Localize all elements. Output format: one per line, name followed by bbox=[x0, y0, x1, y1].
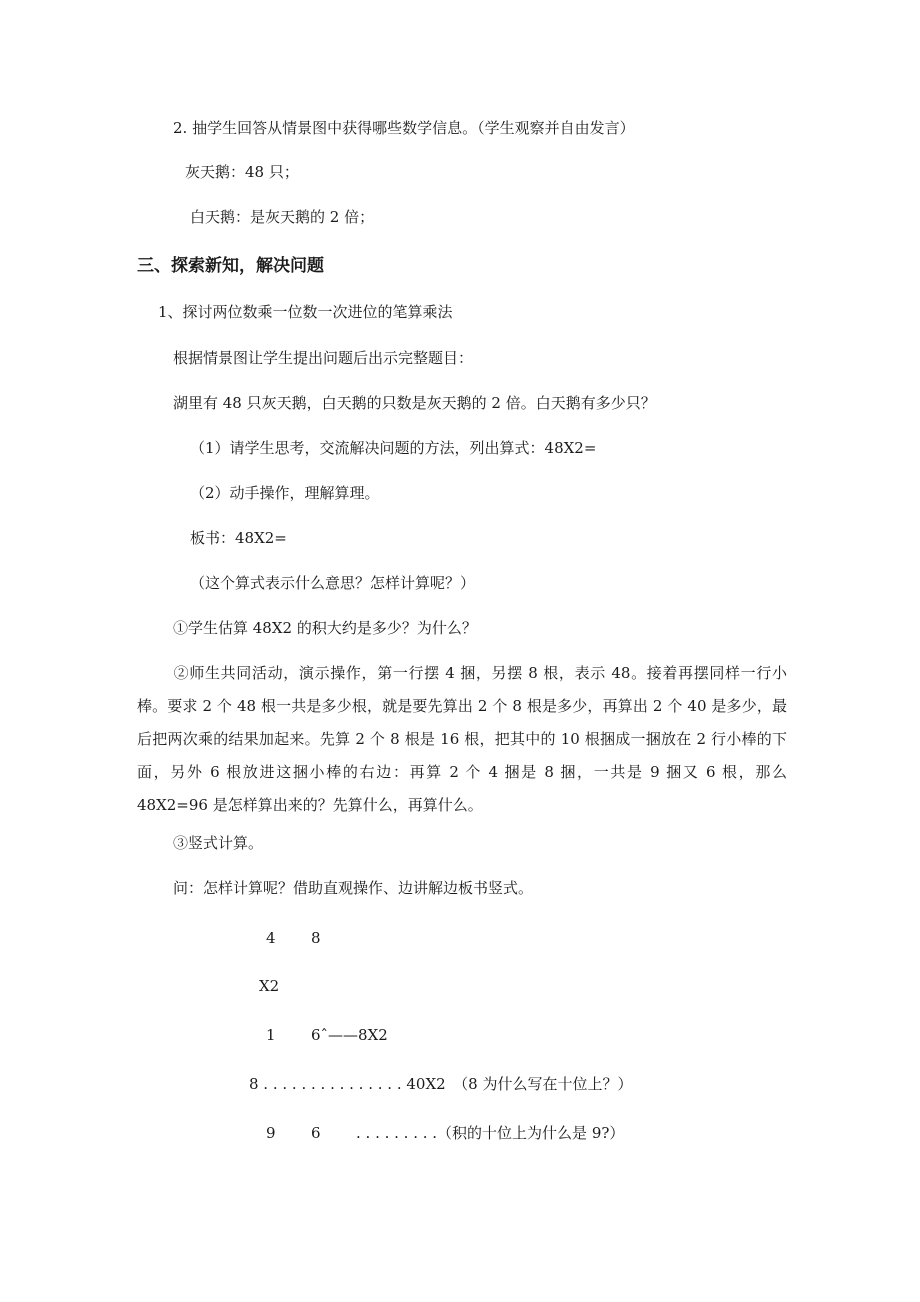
calc-row5-note: . . . . . . . . .（积的十位上为什么是 9?） bbox=[356, 1124, 625, 1142]
body-paragraph bbox=[137, 657, 787, 822]
text-line-2: 灰天鹅：48 只； bbox=[185, 163, 299, 181]
calc-row1-tens: 4 bbox=[266, 929, 276, 947]
section-heading: 三、探索新知，解决问题 bbox=[137, 256, 324, 276]
text-line-10: （这个算式表示什么意思？怎样计算呢？） bbox=[190, 574, 476, 592]
body-paragraph-text: ②师生共同活动，演示操作，第一行摆 4 捆，另摆 8 根，表示 48。接着再摆同样一行小棒。要求 2 个 48 根一共是多少根，就是要先算出 2 个 8 根是多少，再算出 2 个 40 是多少，最后把两次乘的结果加起来。先算 2 个 8 根是 16 根，把其中的 10 根捆成一捆放在 2 行小棒的下面，另外 6 根放进这捆小棒的右边：再算 2 个 4 捆是 8 捆，一共是 9 捆又 6 根，那么 48X2=96 是怎样算出来的？先算什么，再算什么。 bbox=[137, 664, 787, 814]
calc-row1-ones: 8 bbox=[311, 929, 321, 947]
text-line-12: ③竖式计算。 bbox=[173, 834, 264, 852]
text-line-1: 2. 抽学生回答从情景图中获得哪些数学信息。（学生观察并自由发言） bbox=[173, 119, 635, 137]
text-line-8: （2）动手操作，理解算理。 bbox=[190, 484, 380, 502]
calc-row5-tens: 9 bbox=[266, 1124, 276, 1142]
text-line-5: 根据情景图让学生提出问题后出示完整题目： bbox=[173, 349, 474, 367]
text-line-6: 湖里有 48 只灰天鹅，白天鹅的只数是灰天鹅的 2 倍。白天鹅有多少只？ bbox=[173, 394, 656, 412]
text-line-7: （1）请学生思考，交流解决问题的方法，列出算式：48X2= bbox=[190, 439, 597, 457]
calc-row5-ones: 6 bbox=[311, 1124, 321, 1142]
text-line-4: 1、探讨两位数乘一位数一次进位的笔算乘法 bbox=[158, 303, 453, 321]
text-line-3: 白天鹅：是灰天鹅的 2 倍； bbox=[190, 208, 375, 226]
calc-row4: 8 . . . . . . . . . . . . . . . 40X2 （8 为什么写在十位上？） bbox=[249, 1075, 633, 1093]
calc-row2: X2 bbox=[259, 977, 280, 995]
text-line-13: 问：怎样计算呢？借助直观操作、边讲解边板书竖式。 bbox=[173, 879, 534, 897]
calc-row3-tens: 1 bbox=[266, 1026, 276, 1044]
calc-row3-ones: 6ˆ——8X2 bbox=[311, 1026, 388, 1044]
text-line-11: ①学生估算 48X2 的积大约是多少？为什么？ bbox=[173, 619, 477, 637]
text-line-9: 板书：48X2= bbox=[190, 529, 287, 547]
